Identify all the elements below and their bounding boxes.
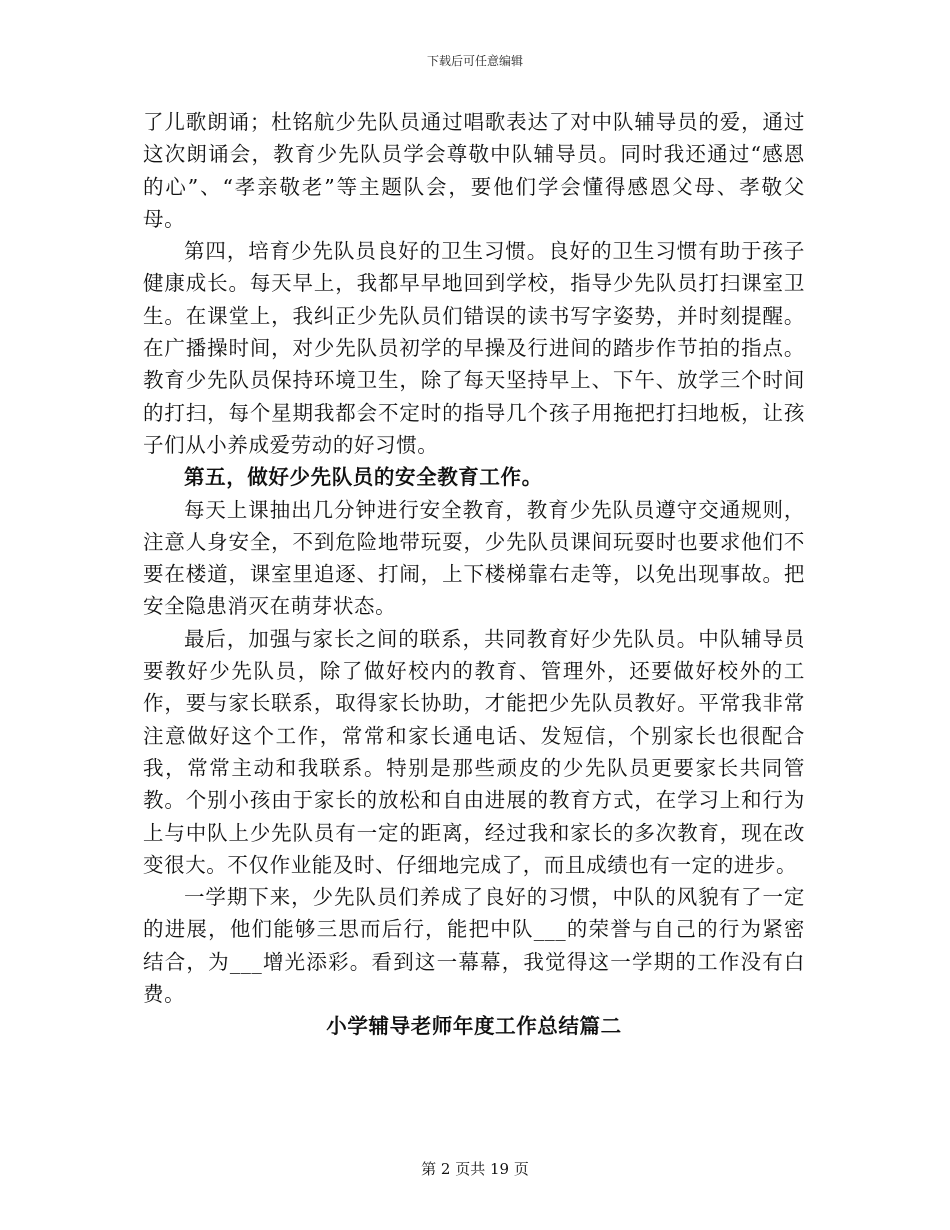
page-header: 下载后可任意编辑 — [426, 54, 523, 68]
paragraph-parents: 最后，加强与家长之间的联系，共同教育好少先队员。中队辅导员要教好少先队员，除了做好校内的教育、管理外，还要做好校外的工作，要与家长联系，取得家长协助，才能把少先队员教好。平常我非常注意做好这个工作，常常和家长通电话、发短信，个别家长也很配合我，常常主动和我联系。特别是那些顽皮的少先队员更要家长共同管教。个别小孩由于家长的放松和自由进展的教育方式，在学习上和行为上与中队上少先队员有一定的距离，经过我和家长的多次教育，现在改变很大。不仅作业能及时、仔细地完成了，而且成绩也有一定的进步。 — [143, 626, 805, 877]
paragraph-conclusion: 一学期下来，少先队员们养成了良好的习惯，中队的风貌有了一定的进展，他们能够三思而后行，能把中队___的荣誉与自己的行为紧密结合，为___增光添彩。看到这一幕幕，我觉得这一学期的工作没有白费。 — [143, 885, 805, 1007]
paragraph-safety: 每天上课抽出几分钟进行安全教育，教育少先队员遵守交通规则，注意人身安全，不到危险地带玩耍，少先队员课间玩耍时也要求他们不要在楼道，课室里追逐、打闹，上下楼梯靠右走等，以免出现事故。把安全隐患消灭在萌芽状态。 — [143, 497, 805, 619]
section-heading-safety: 第五，做好少先队员的安全教育工作。 — [184, 465, 543, 490]
section-title-part-two: 小学辅导老师年度工作总结篇二 — [326, 1014, 622, 1039]
document-body — [143, 106, 805, 1043]
paragraph-continued: 了儿歌朗诵；杜铭航少先队员通过唱歌表达了对中队辅导员的爱，通过这次朗诵会，教育少先队员学会尊敬中队辅导员。同时我还通过“感恩的心”、“孝亲敬老”等主题队会，要他们学会懂得感恩父母、孝敬父母。 — [143, 110, 805, 231]
paragraph-hygiene: 第四，培育少先队员良好的卫生习惯。良好的卫生习惯有助于孩子健康成长。每天早上，我都早早地回到学校，指导少先队员打扫课室卫生。在课堂上，我纠正少先队员们错误的读书写字姿势，并时刻提醒。在广播操时间，对少先队员初学的早操及行进间的踏步作节拍的指点。教育少先队员保持环境卫生，除了每天坚持早上、下午、放学三个时间的打扫，每个星期我都会不定时的指导几个孩子用拖把打扫地板，让孩子们从小养成爱劳动的好习惯。 — [143, 239, 805, 457]
page-footer: 第 2 页共 19 页 — [421, 1160, 529, 1178]
